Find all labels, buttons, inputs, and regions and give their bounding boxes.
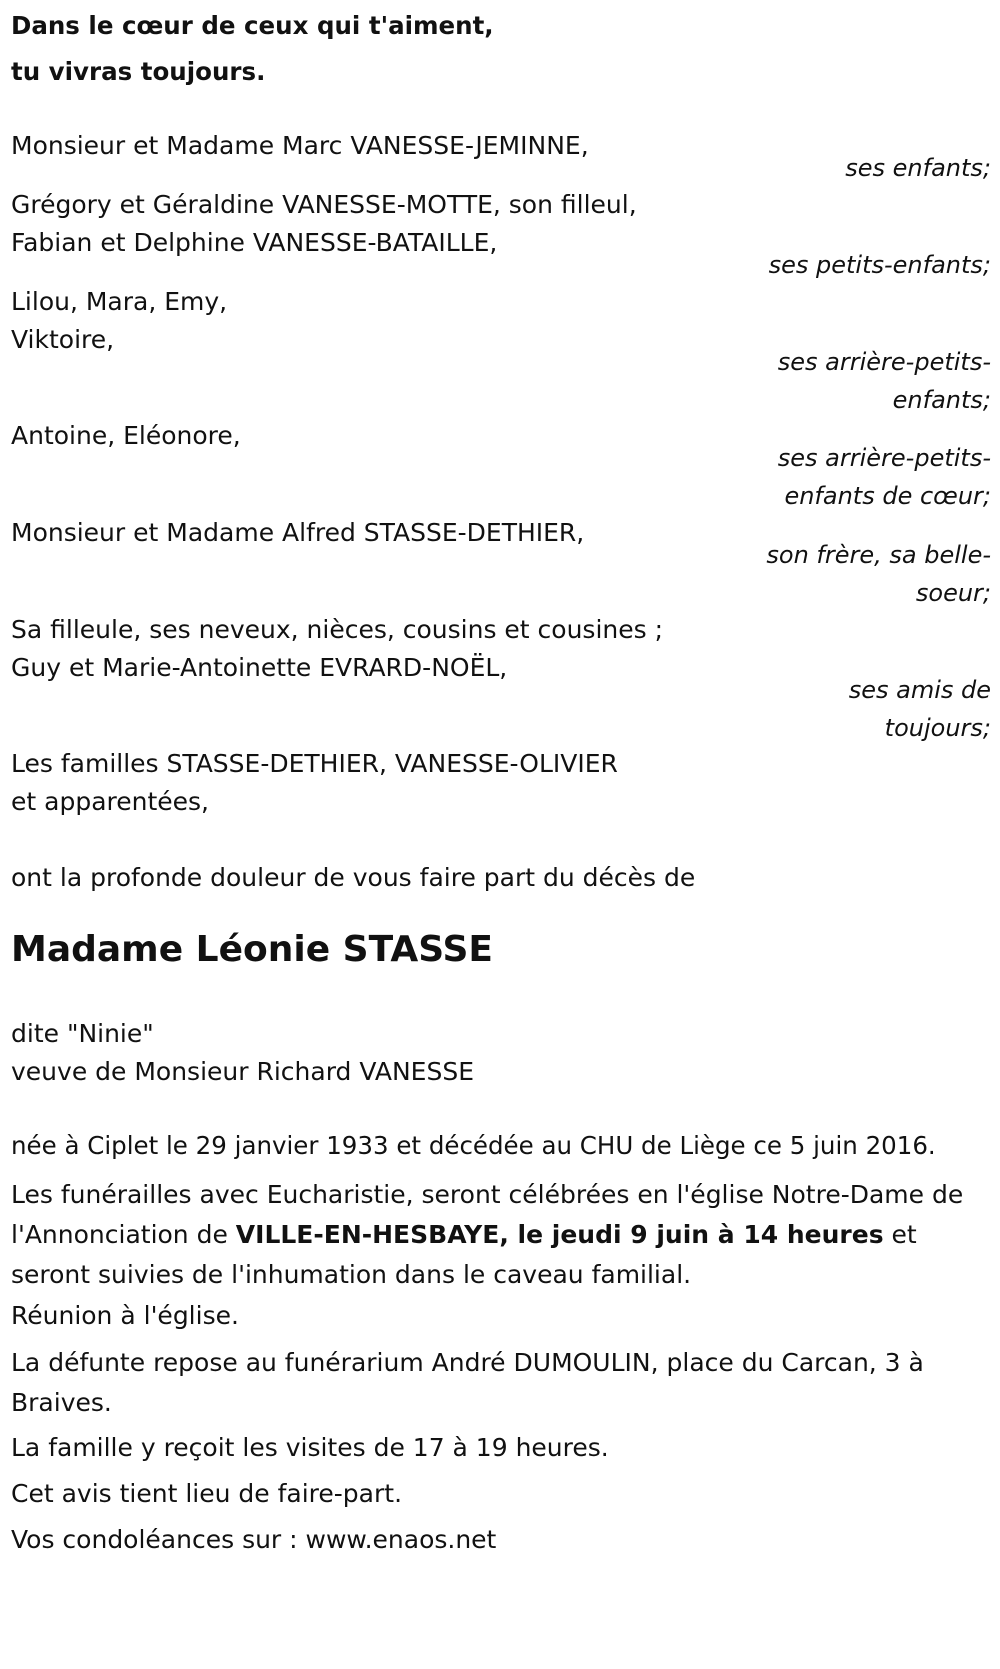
family-line: Guy et Marie-Antoinette EVRARD-NOËL, (11, 653, 508, 682)
announcement-text: ont la profonde douleur de vous faire part du décès de (11, 863, 696, 892)
funeral-location-time: VILLE-EN-HESBAYE, le jeudi 9 juin à 14 heures (235, 1220, 884, 1249)
funeral-text-pre: Les funérailles avec Eucharistie, seront célébrées en l'église Notre-Dame de l'Annonciation de (11, 1180, 964, 1249)
family-line: Fabian et Delphine VANESSE-BATAILLE, (11, 228, 498, 257)
condolences-text: Vos condoléances sur : www.enaos.net (11, 1525, 497, 1554)
family-line: Grégory et Géraldine VANESSE-MOTTE, son filleul, (11, 190, 637, 219)
family-line: et apparentées, (11, 787, 209, 816)
deceased-nickname: dite "Ninie" (11, 1019, 154, 1048)
family-relation: ses amis de (848, 676, 991, 704)
family-relation: enfants; (892, 386, 991, 414)
family-line: Viktoire, (11, 325, 115, 354)
notice-text: Cet avis tient lieu de faire-part. (11, 1479, 403, 1508)
motto-line-1: Dans le cœur de ceux qui t'aiment, (11, 11, 494, 40)
family-relation: ses arrière-petits- (777, 348, 991, 376)
rest-text: La défunte repose au funérarium André DUMOULIN, place du Carcan, 3 à Braives. (11, 1348, 924, 1417)
family-line: Sa filleule, ses neveux, nièces, cousins et cousines ; (11, 615, 664, 644)
family-relation: ses arrière-petits- (777, 444, 991, 472)
deceased-widow-of: veuve de Monsieur Richard VANESSE (11, 1057, 474, 1086)
family-relation: toujours; (884, 714, 991, 742)
motto-line-2: tu vivras toujours. (11, 57, 266, 86)
meeting-text: Réunion à l'église. (11, 1301, 239, 1330)
family-line: Antoine, Eléonore, (11, 421, 241, 450)
funeral-text-post: et seront suivies de l'inhumation dans le caveau familial. (11, 1220, 917, 1289)
family-relation: son frère, sa belle- (766, 541, 991, 569)
family-line: Monsieur et Madame Marc VANESSE-JEMINNE, (11, 131, 589, 160)
family-relation: enfants de cœur; (784, 482, 991, 510)
family-relation: soeur; (915, 579, 991, 607)
family-relation: ses petits-enfants; (768, 251, 991, 279)
family-line: Monsieur et Madame Alfred STASSE-DETHIER, (11, 518, 585, 547)
visits-text: La famille y reçoit les visites de 17 à 19 heures. (11, 1433, 609, 1462)
funeral-paragraph (11, 1175, 991, 1295)
family-line: Lilou, Mara, Emy, (11, 287, 228, 316)
family-relation: ses enfants; (845, 154, 991, 182)
family-line: Les familles STASSE-DETHIER, VANESSE-OLIVIER (11, 749, 618, 778)
deceased-name: Madame Léonie STASSE (11, 929, 494, 970)
birth-death-text: née à Ciplet le 29 janvier 1933 et décédée au CHU de Liège ce 5 juin 2016. (11, 1131, 936, 1160)
